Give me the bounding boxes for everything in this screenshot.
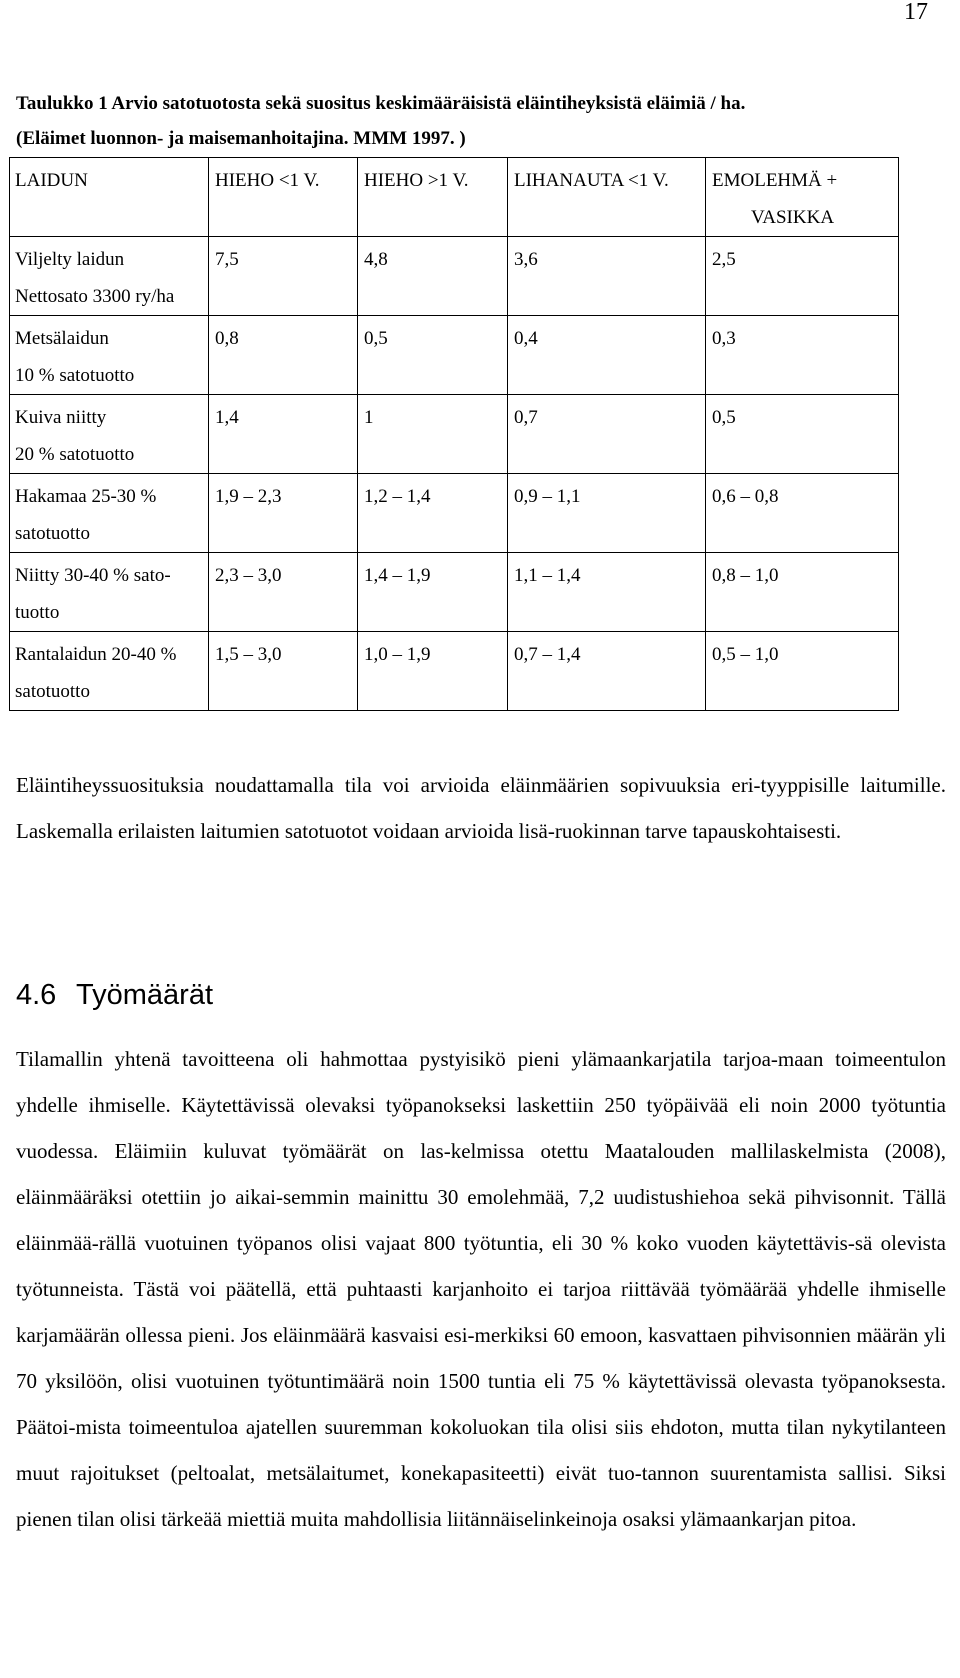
cell-value: 4,8	[358, 237, 508, 316]
table-row	[10, 316, 899, 395]
table-row	[10, 632, 899, 711]
row-label-line1: Hakamaa 25-30 %	[15, 486, 157, 507]
cell-value: 1,1 – 1,4	[508, 553, 706, 632]
row-label-line2: 10 % satotuotto	[15, 365, 135, 386]
row-label-line2: satotuotto	[15, 523, 90, 544]
row-label	[10, 553, 209, 632]
header-cell-hieho-gt1: HIEHO >1 V.	[358, 158, 508, 237]
cell-value: 1,4	[209, 395, 358, 474]
cell-value: 7,5	[209, 237, 358, 316]
cell-value: 0,9 – 1,1	[508, 474, 706, 553]
cell-value: 0,8	[209, 316, 358, 395]
table-header-row	[10, 158, 899, 237]
row-label-line2: satotuotto	[15, 681, 90, 702]
cell-value: 0,5	[358, 316, 508, 395]
table-row	[10, 237, 899, 316]
row-label	[10, 632, 209, 711]
animal-density-table	[9, 157, 899, 711]
row-label	[10, 474, 209, 553]
header-cell-laidun: LAIDUN	[10, 158, 209, 237]
cell-value: 2,3 – 3,0	[209, 553, 358, 632]
page-number: 17	[904, 0, 928, 25]
cell-value: 0,6 – 0,8	[706, 474, 899, 553]
cell-value: 1,4 – 1,9	[358, 553, 508, 632]
row-label-line1: Niitty 30-40 % sato-	[15, 565, 171, 586]
cell-value: 0,3	[706, 316, 899, 395]
cell-value: 0,5 – 1,0	[706, 632, 899, 711]
cell-value: 1	[358, 395, 508, 474]
cell-value: 3,6	[508, 237, 706, 316]
paragraph-workload: Tilamallin yhtenä tavoitteena oli hahmottaa pystyisikö pieni ylämaankarjatila tarjoa-maan toimeentulon yhdelle ihmiselle. Käytettävissä olevaksi työpanokseksi laskettiin 250 työpäivää eli noin 2000 työtuntia vuodessa. Eläimiin kuluvat työmäärät on las-kelmissa otettu Maatalouden mallilaskelmista (2008), eläinmääräksi otettiin jo aikai-semmin mainittu 30 emolehmää, 7,2 uudistushiehoa sekä pihvisonnit. Tällä eläinmää-rällä vuotuinen työpanos olisi vajaat 800 työtuntia, eli 30 % koko vuoden käytettävis-sä olevista työtunneista. Tästä voi päätellä, että puhtaasti karjanhoito ei tarjoa riittävää työmäärää yhdelle ihmiselle karjamäärän ollessa pieni. Jos eläinmäärä kasvaisi esi-merkiksi 60 emoon, kasvattaen pihvisonnien määrän yli 70 yksilöön, olisi vuotuinen työtuntimäärä noin 1500 tuntia eli 75 % käytettävissä olevasta työpanoksesta. Päätoi-mista toimeentuloa ajatellen suuremman kokoluokan tila olisi siis ehdoton, mutta tilan nykytilanteen muut rajoitukset (peltoalat, metsälaitumet, konekapasiteetti) eivät tuo-tannon suurentamista sallisi. Siksi pienen tilan olisi tärkeää miettiä muita mahdollisia liitännäiselinkeinoja osaksi ylämaankarjan pitoa.	[16, 1047, 946, 1531]
table-row	[10, 474, 899, 553]
row-label	[10, 237, 209, 316]
cell-value: 0,5	[706, 395, 899, 474]
row-label-line1: Rantalaidun 20-40 %	[15, 644, 177, 665]
caption-line-2: (Eläimet luonnon- ja maisemanhoitajina. MMM 1997. )	[16, 128, 466, 149]
table-row	[10, 553, 899, 632]
row-label	[10, 395, 209, 474]
section-heading	[16, 975, 213, 1015]
row-label-line1: Kuiva niitty	[15, 407, 107, 428]
paragraph-density: Eläintiheyssuosituksia noudattamalla tila voi arvioida eläinmäärien sopivuuksia eri-tyyppisille laitumille. Laskemalla erilaisten laitumien satotuotot voidaan arvioida lisä-ruokinnan tarve tapauskohtaisesti.	[16, 773, 946, 843]
header-cell-hieho-lt1: HIEHO <1 V.	[209, 158, 358, 237]
cell-value: 0,7 – 1,4	[508, 632, 706, 711]
header-cell-lihanauta: LIHANAUTA <1 V.	[508, 158, 706, 237]
row-label-line1: Metsälaidun	[15, 328, 109, 349]
section-title: Työmäärät	[76, 979, 213, 1011]
cell-value: 1,0 – 1,9	[358, 632, 508, 711]
cell-value: 1,2 – 1,4	[358, 474, 508, 553]
cell-value: 0,8 – 1,0	[706, 553, 899, 632]
cell-value: 2,5	[706, 237, 899, 316]
cell-value: 1,5 – 3,0	[209, 632, 358, 711]
row-label-line2: 20 % satotuotto	[15, 444, 135, 465]
row-label	[10, 316, 209, 395]
header-emolehma-line2: VASIKKA	[751, 207, 835, 228]
row-label-line2: tuotto	[15, 602, 60, 623]
header-cell-emolehma	[706, 158, 899, 237]
table-row	[10, 395, 899, 474]
section-number: 4.6	[16, 979, 57, 1011]
cell-value: 1,9 – 2,3	[209, 474, 358, 553]
row-label-line2: Nettosato 3300 ry/ha	[15, 286, 175, 307]
caption-line-1: Taulukko 1 Arvio satotuotosta sekä suositus keskimääräisistä eläintiheyksistä eläimiä / ha.	[16, 93, 746, 114]
row-label-line1: Viljelty laidun	[15, 249, 125, 270]
cell-value: 0,4	[508, 316, 706, 395]
table-caption	[16, 86, 916, 156]
cell-value: 0,7	[508, 395, 706, 474]
header-emolehma-line1: EMOLEHMÄ +	[712, 170, 838, 191]
